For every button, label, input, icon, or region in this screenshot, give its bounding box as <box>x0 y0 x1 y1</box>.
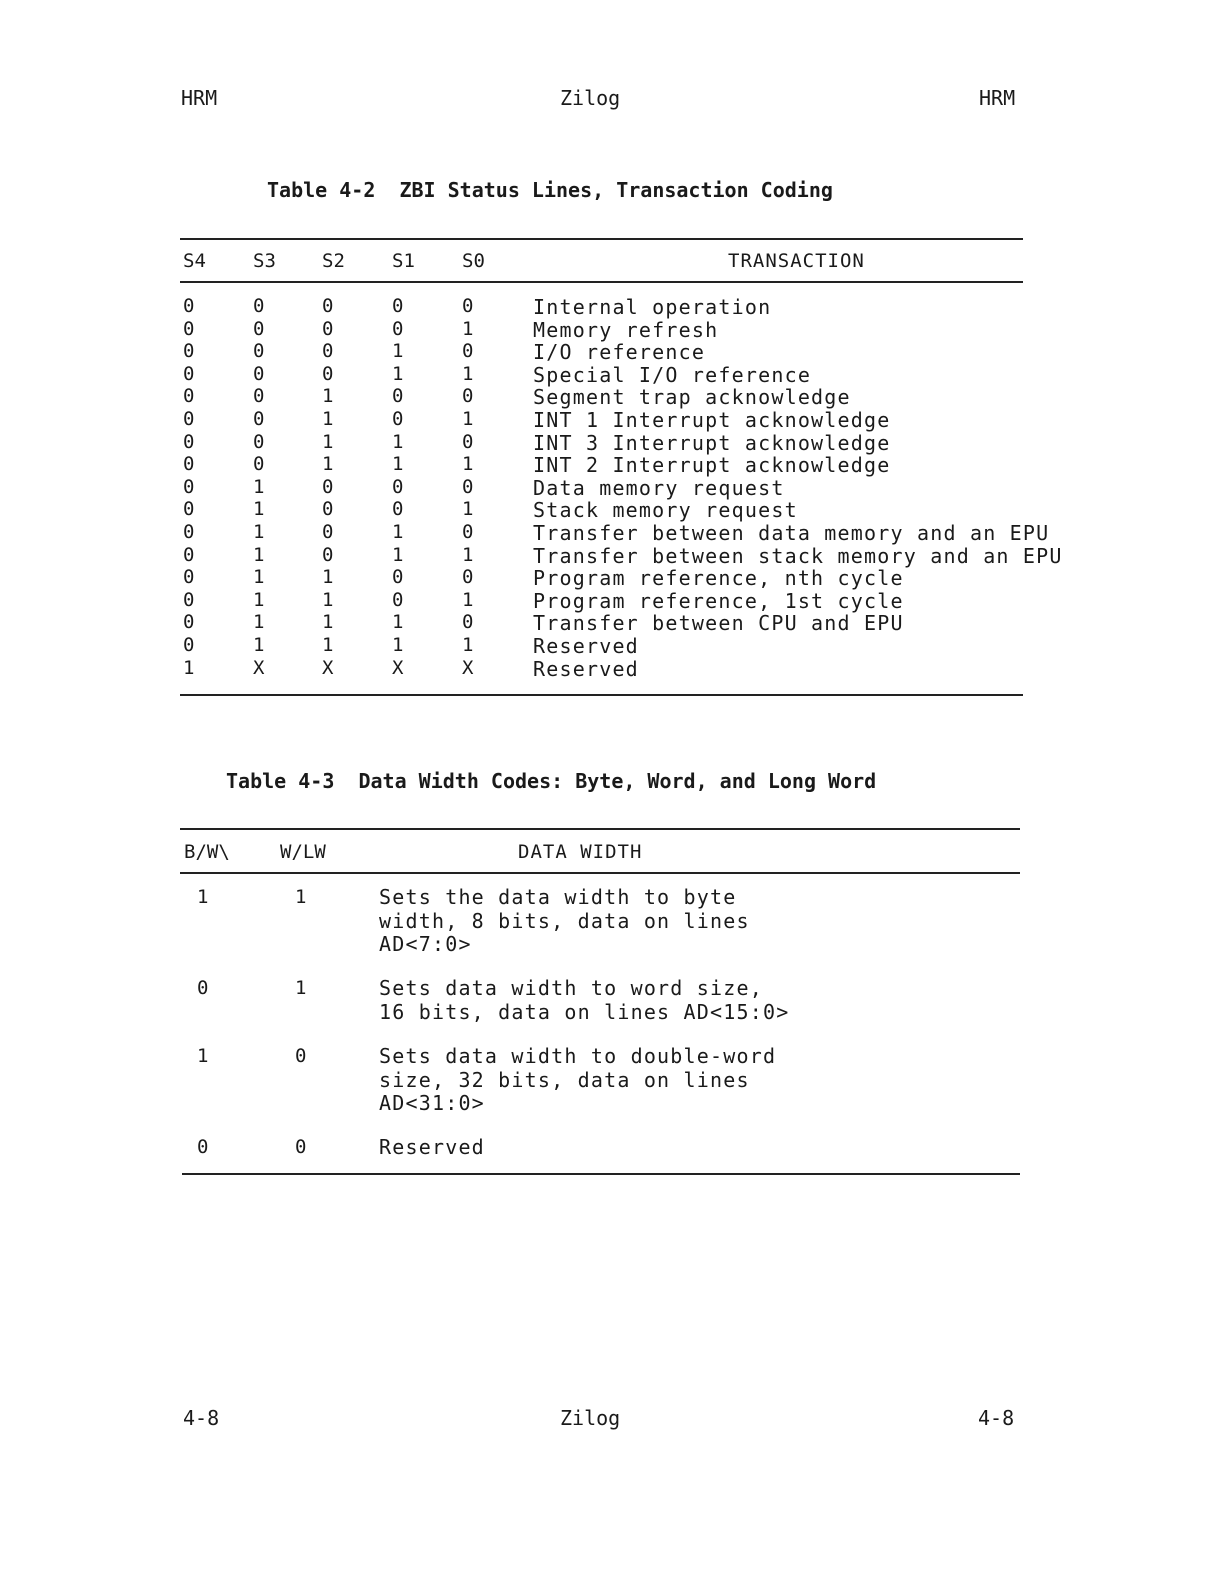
status-bit-cell: 1 <box>322 453 334 476</box>
status-bit-cell: 0 <box>183 611 195 634</box>
status-bit-cell: 1 <box>253 475 265 498</box>
status-bit-cell: 1 <box>462 408 474 430</box>
status-bit-cell: 0 <box>392 498 404 521</box>
status-bit-cell: 0 <box>183 588 195 611</box>
status-bit-cell: 1 <box>462 498 474 521</box>
header-right: HRM <box>979 86 1016 110</box>
status-bit-cell: 1 <box>322 634 334 656</box>
status-bit-cell: 0 <box>322 362 334 385</box>
transaction-cell: I/O reference <box>533 340 706 365</box>
status-bit-cell: 0 <box>462 475 474 498</box>
table1-top-rule <box>180 238 1023 240</box>
status-bit-cell: 0 <box>392 566 404 589</box>
status-bit-cell: 0 <box>183 543 195 566</box>
status-bit-cell: 1 <box>322 408 334 430</box>
table2-header-rule <box>180 872 1020 874</box>
transaction-cell: Transfer between data memory and an EPU <box>533 521 1050 545</box>
status-bit-cell: 0 <box>183 295 195 317</box>
table1-col-s2: S2 <box>322 250 345 272</box>
transaction-cell: Segment trap acknowledge <box>533 385 851 410</box>
status-bit-cell: 0 <box>183 634 195 656</box>
table1-bottom-rule <box>180 694 1023 696</box>
status-bit-cell: 0 <box>462 385 474 408</box>
status-bit-cell: 0 <box>183 498 195 521</box>
status-bit-cell: 0 <box>253 362 265 385</box>
data-width-description-line: 16 bits, data on lines AD<15:0> <box>379 999 790 1024</box>
footer-center: Zilog <box>560 1406 621 1430</box>
status-bit-cell: 1 <box>253 498 265 521</box>
table1-col-s1: S1 <box>392 250 415 272</box>
data-width-description-line: Sets data width to word size, <box>379 976 763 1000</box>
header-left: HRM <box>181 86 218 110</box>
status-bit-cell: X <box>392 656 404 679</box>
status-bit-cell: 0 <box>183 566 195 589</box>
status-bit-cell: 1 <box>322 430 334 453</box>
table2-col-data-width: DATA WIDTH <box>518 841 643 863</box>
status-bit-cell: 1 <box>322 385 334 408</box>
transaction-cell: Data memory request <box>533 475 785 500</box>
status-bit-cell: 0 <box>322 475 334 498</box>
status-bit-cell: 0 <box>183 475 195 498</box>
table2-bottom-rule <box>182 1173 1020 1175</box>
wlw-cell: 0 <box>295 1136 307 1158</box>
status-bit-cell: 0 <box>183 430 195 453</box>
data-width-description-line: AD<7:0> <box>379 932 472 956</box>
status-bit-cell: 0 <box>392 475 404 498</box>
status-bit-cell: 0 <box>183 385 195 408</box>
status-bit-cell: 0 <box>322 521 334 543</box>
data-width-description-line: width, 8 bits, data on lines <box>379 908 750 933</box>
status-bit-cell: 1 <box>462 453 474 476</box>
table1-title: Table 4-2 ZBI Status Lines, Transaction Coding <box>267 178 833 202</box>
status-bit-cell: 1 <box>392 634 404 656</box>
status-bit-cell: 0 <box>183 340 195 363</box>
status-bit-cell: 0 <box>462 566 474 589</box>
status-bit-cell: 0 <box>253 430 265 453</box>
status-bit-cell: 1 <box>392 543 404 566</box>
status-bit-cell: 0 <box>462 611 474 634</box>
status-bit-cell: 0 <box>183 521 195 543</box>
wlw-cell: 1 <box>295 977 307 999</box>
status-bit-cell: 0 <box>322 317 334 340</box>
status-bit-cell: 1 <box>462 588 474 611</box>
transaction-cell: Transfer between stack memory and an EPU <box>533 543 1063 568</box>
status-bit-cell: 0 <box>462 340 474 363</box>
bw-cell: 1 <box>197 1045 209 1067</box>
table1-header-rule <box>180 281 1023 283</box>
status-bit-cell: 0 <box>462 295 474 317</box>
table2-col-wlw: W/LW <box>280 841 326 863</box>
data-width-description-line: size, 32 bits, data on lines <box>379 1067 750 1092</box>
data-width-description-line: Sets data width to double-word <box>379 1044 777 1068</box>
status-bit-cell: 0 <box>462 521 474 543</box>
status-bit-cell: 1 <box>462 634 474 656</box>
table2-title: Table 4-3 Data Width Codes: Byte, Word, and Long Word <box>226 769 877 793</box>
transaction-cell: Stack memory request <box>533 498 798 523</box>
status-bit-cell: 0 <box>322 498 334 521</box>
transaction-cell: INT 2 Interrupt acknowledge <box>533 453 891 478</box>
transaction-cell: Memory refresh <box>533 317 719 342</box>
header-center: Zilog <box>560 86 621 110</box>
status-bit-cell: 1 <box>253 634 265 656</box>
status-bit-cell: 1 <box>253 566 265 589</box>
status-bit-cell: X <box>322 656 334 679</box>
table1-col-transaction: TRANSACTION <box>728 250 865 272</box>
status-bit-cell: 0 <box>183 317 195 340</box>
wlw-cell: 1 <box>295 886 307 908</box>
status-bit-cell: 1 <box>253 588 265 611</box>
status-bit-cell: 0 <box>392 408 404 430</box>
status-bit-cell: 0 <box>253 408 265 430</box>
status-bit-cell: 0 <box>183 362 195 385</box>
status-bit-cell: 1 <box>253 543 265 566</box>
data-width-description-line: AD<31:0> <box>379 1091 485 1115</box>
status-bit-cell: 0 <box>392 588 404 611</box>
status-bit-cell: 0 <box>392 295 404 317</box>
transaction-cell: Reserved <box>533 634 639 658</box>
data-width-description-line: Sets the data width to byte <box>379 885 737 909</box>
bw-cell: 0 <box>197 977 209 999</box>
bw-cell: 0 <box>197 1136 209 1158</box>
status-bit-cell: X <box>253 656 265 679</box>
transaction-cell: Reserved <box>533 656 639 681</box>
footer-left: 4-8 <box>183 1406 220 1430</box>
transaction-cell: INT 1 Interrupt acknowledge <box>533 408 891 432</box>
status-bit-cell: 1 <box>462 543 474 566</box>
status-bit-cell: 1 <box>462 317 474 340</box>
status-bit-cell: 1 <box>392 521 404 543</box>
status-bit-cell: 1 <box>253 611 265 634</box>
status-bit-cell: 0 <box>253 385 265 408</box>
status-bit-cell: 0 <box>253 340 265 363</box>
status-bit-cell: 1 <box>462 362 474 385</box>
transaction-cell: Special I/O reference <box>533 362 812 387</box>
status-bit-cell: 0 <box>183 408 195 430</box>
wlw-cell: 0 <box>295 1045 307 1067</box>
bw-cell: 1 <box>197 886 209 908</box>
status-bit-cell: 0 <box>392 317 404 340</box>
status-bit-cell: 0 <box>462 430 474 453</box>
status-bit-cell: 1 <box>322 588 334 611</box>
status-bit-cell: 1 <box>392 362 404 385</box>
transaction-cell: Internal operation <box>533 295 772 319</box>
status-bit-cell: 1 <box>392 430 404 453</box>
transaction-cell: Transfer between CPU and EPU <box>533 611 904 636</box>
status-bit-cell: 1 <box>253 521 265 543</box>
status-bit-cell: 0 <box>253 317 265 340</box>
transaction-cell: INT 3 Interrupt acknowledge <box>533 430 891 455</box>
status-bit-cell: 0 <box>253 295 265 317</box>
status-bit-cell: 0 <box>253 453 265 476</box>
table2-top-rule <box>180 828 1020 830</box>
status-bit-cell: 1 <box>392 340 404 363</box>
transaction-cell: Program reference, nth cycle <box>533 566 904 591</box>
status-bit-cell: 1 <box>392 453 404 476</box>
table1-col-s4: S4 <box>183 250 206 272</box>
footer-right: 4-8 <box>978 1406 1015 1430</box>
status-bit-cell: 0 <box>322 295 334 317</box>
status-bit-cell: 1 <box>392 611 404 634</box>
status-bit-cell: 1 <box>322 566 334 589</box>
transaction-cell: Program reference, 1st cycle <box>533 588 904 613</box>
status-bit-cell: 0 <box>322 543 334 566</box>
data-width-description-line: Reserved <box>379 1135 485 1159</box>
table2-col-bw: B/W\ <box>184 841 230 863</box>
status-bit-cell: 1 <box>322 611 334 634</box>
status-bit-cell: X <box>462 656 474 679</box>
table1-col-s0: S0 <box>462 250 485 272</box>
status-bit-cell: 0 <box>392 385 404 408</box>
status-bit-cell: 1 <box>183 656 195 679</box>
status-bit-cell: 0 <box>183 453 195 476</box>
status-bit-cell: 0 <box>322 340 334 363</box>
table1-col-s3: S3 <box>253 250 276 272</box>
